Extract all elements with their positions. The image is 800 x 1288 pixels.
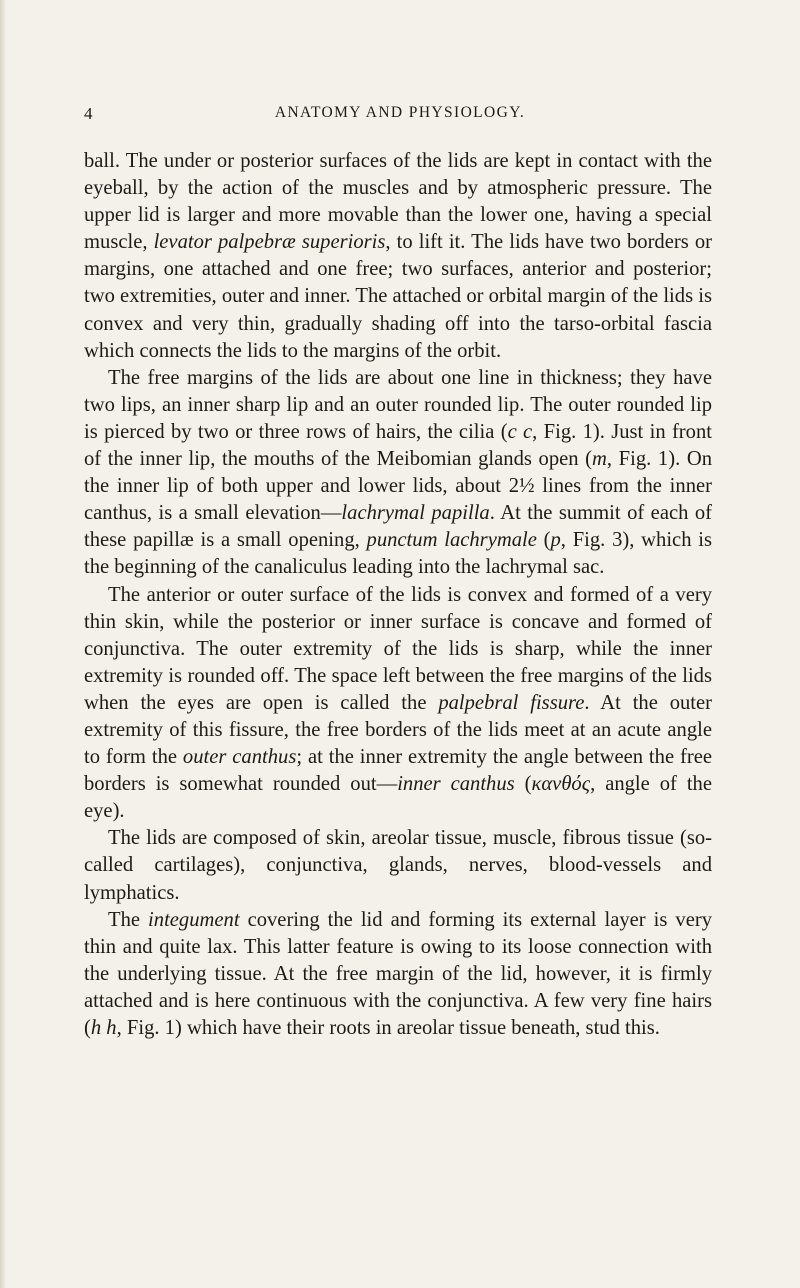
text-run: , Fig. 1) which have their roots in areolar tissue beneath, stud this. [116, 1017, 660, 1039]
page-number: 4 [84, 104, 93, 123]
italic-term: p [550, 529, 561, 552]
text-run: The anterior or outer surface of the lids is convex and formed of a very thin skin, while the posterior or inner surface is concave and formed of conjunctiva. The outer extremity of the lids is sharp, while the inner extremity is rounded off. The space left between the free margins of the lids when the eyes are open is called the [84, 583, 712, 714]
paragraph [84, 825, 712, 906]
italic-term: m [592, 448, 607, 471]
text-run: covering the lid and forming its external layer is very thin and quite lax. This latter feature is owing to its loose connection with the underlying tissue. At the free margin of the lid, however, it is firmly attached and is here continuous with the conjunctiva. A few very fine hairs ( [84, 908, 712, 1039]
italic-term: c c [507, 420, 533, 443]
italic-term: outer canthus [182, 746, 297, 769]
paragraph [84, 148, 712, 365]
text-run: . At the summit of each of these papillæ is a small opening, [84, 502, 712, 552]
text-run: The lids are composed of skin, areolar tissue, muscle, fibrous tissue (so-called cartilages), conjunctiva, glands, nerves, blood-vessels and lymphatics. [84, 827, 712, 904]
page-edge-shadow [0, 0, 6, 1288]
italic-term: h h [90, 1017, 117, 1039]
text-run: ; at the inner extremity the angle between the free borders is somewhat rounded out— [84, 746, 712, 796]
text-run: , to lift it. The lids have two borders or margins, one attached and one free; two surfaces, anterior and posterior; two extremities, outer and inner. The attached or orbital margin of the lids is convex and very thin, gradually shading off into the tarso-orbital fascia which connects the lids to the margins of the orbit. [84, 231, 712, 362]
text-run: , angle of the eye). [84, 773, 712, 823]
body-text [84, 148, 712, 1042]
italic-term: lachrymal papilla [341, 502, 490, 525]
italic-term: integument [148, 908, 240, 931]
italic-term: palpebral fissure [438, 691, 585, 714]
text-run: ( [514, 773, 532, 796]
italic-term: levator palpebræ superioris [153, 231, 386, 254]
paragraph [84, 582, 712, 826]
italic-term: inner canthus [397, 773, 515, 796]
text-run: ball. The under or posterior surfaces of the lids are kept in contact with the eyeball, by the action of the muscles and by atmospheric pressure. The upper lid is larger and more movable than the lower one, having a special muscle, [84, 150, 712, 254]
text-run: The [108, 908, 149, 931]
italic-term: punctum lachrymale [366, 529, 537, 552]
text-run: The free margins of the lids are about one line in thickness; they have two lips, an inner sharp lip and an outer rounded lip. The outer rounded lip is pierced by two or three rows of hairs, the cilia ( [84, 366, 712, 443]
running-head [0, 104, 800, 128]
text-run: , Fig. 1). On the inner lip of both upper and lower lids, about 2½ lines from the inner canthus, is a small elevation— [84, 448, 712, 525]
paragraph [84, 365, 712, 582]
text-run: . At the outer extremity of this fissure, the free borders of the lids meet at an acute angle to form the [84, 691, 713, 769]
paragraph [84, 907, 712, 1042]
text-run: , Fig. 1). Just in front of the inner lip, the mouths of the Meibomian glands open ( [84, 420, 712, 471]
running-title: ANATOMY AND PHYSIOLOGY. [274, 104, 526, 121]
text-run: ( [536, 529, 551, 552]
italic-term: κανθός [531, 773, 591, 796]
text-run: , Fig. 3), which is the beginning of the canaliculus leading into the lachrymal sac. [84, 529, 712, 579]
